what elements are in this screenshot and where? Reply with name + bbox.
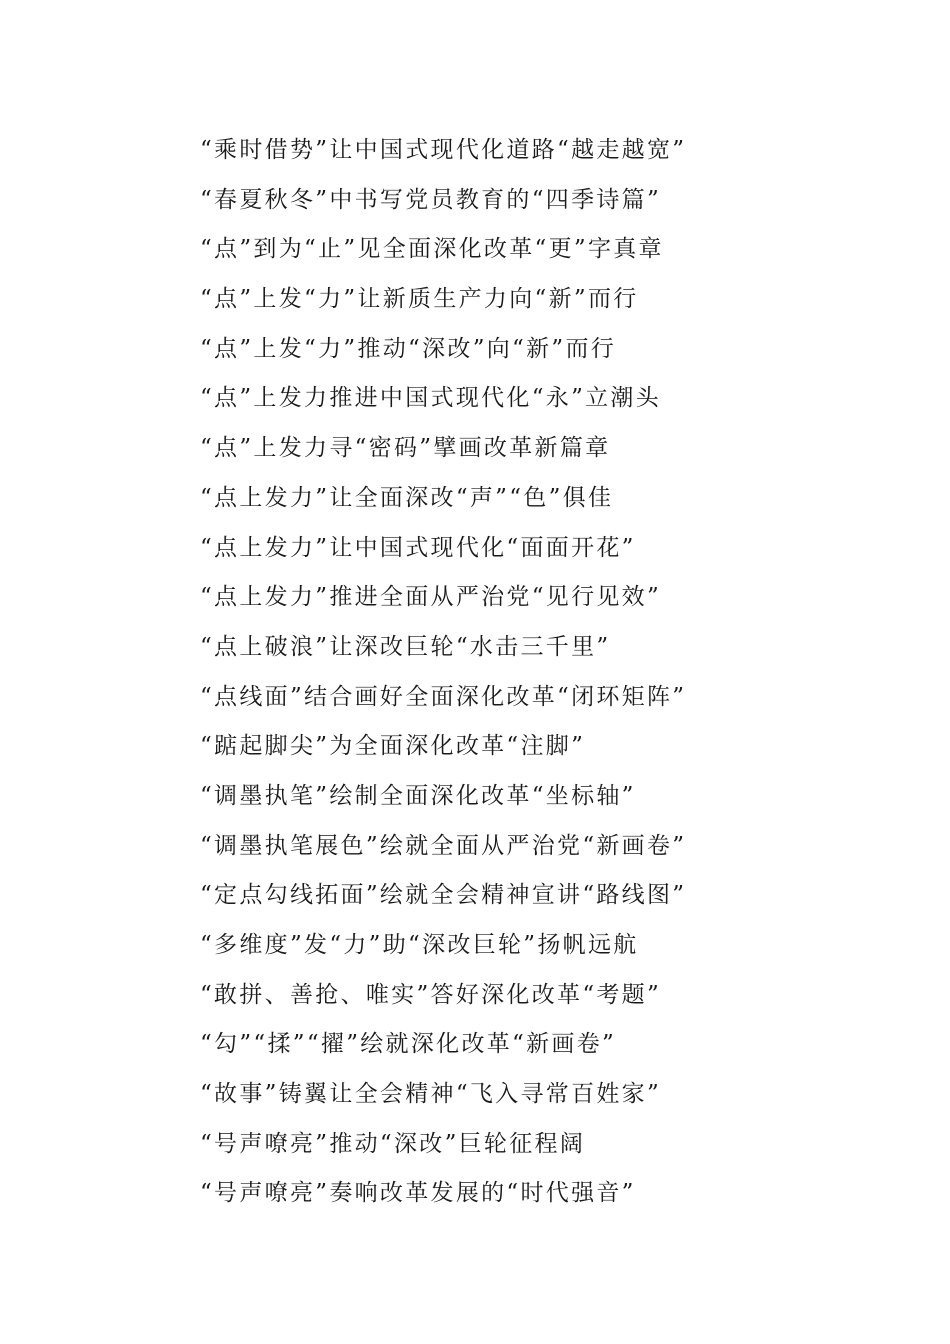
title-line: “点”上发“力”推动“深改”向“新”而行 <box>200 335 617 362</box>
title-line: “故事”铸翼让全会精神“飞入寻常百姓家” <box>200 1081 662 1108</box>
title-line: “号声嘹亮”奏响改革发展的“时代强音” <box>200 1180 636 1207</box>
title-line: “踮起脚尖”为全面深化改革“注脚” <box>200 733 586 760</box>
title-line: “点”到为“止”见全面深化改革“更”字真章 <box>200 236 664 263</box>
title-line: “点线面”结合画好全面深化改革“闭环矩阵” <box>200 683 687 710</box>
title-line: “点上发力”让中国式现代化“面面开花” <box>200 534 636 561</box>
title-list <box>200 126 760 1219</box>
title-line: “点上发力”让全面深改“声”“色”俱佳 <box>200 484 614 511</box>
title-line: “调墨执笔”绘制全面深化改革“坐标轴” <box>200 782 636 809</box>
title-line: “乘时借势”让中国式现代化道路“越走越宽” <box>200 137 687 163</box>
title-line: “定点勾线拓面”绘就全会精神宣讲“路线图” <box>200 882 687 909</box>
title-line: “点”上发力推进中国式现代化“永”立潮头 <box>200 385 662 412</box>
title-line: “点上发力”推进全面从严治党“见行见效” <box>200 584 662 611</box>
title-line: “调墨执笔展色”绘就全面从严治党“新画卷” <box>200 832 687 859</box>
title-line: “号声嘹亮”推动“深改”巨轮征程阔 <box>200 1130 586 1157</box>
title-line: “多维度”发“力”助“深改巨轮”扬帆远航 <box>200 932 639 958</box>
title-line: “点”上发力寻“密码”擘画改革新篇章 <box>200 435 611 462</box>
title-line: “点上破浪”让深改巨轮“水击三千里” <box>200 633 611 660</box>
title-line: “春夏秋冬”中书写党员教育的“四季诗篇” <box>200 186 662 213</box>
title-line: “敢拼、善抢、唯实”答好深化改革“考题” <box>200 981 662 1008</box>
title-line: “点”上发“力”让新质生产力向“新”而行 <box>200 286 639 313</box>
title-line: “勾”“揉”“擢”绘就深化改革“新画卷” <box>200 1031 617 1058</box>
